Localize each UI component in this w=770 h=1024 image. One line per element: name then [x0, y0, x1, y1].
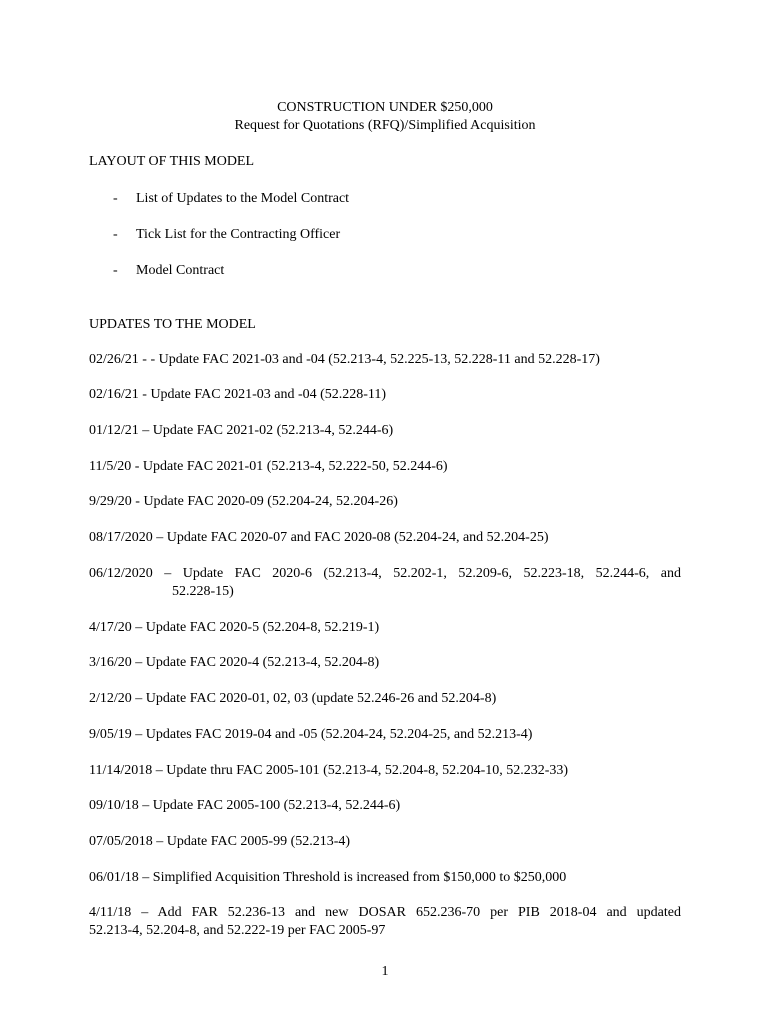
- updates-heading: UPDATES TO THE MODEL: [89, 317, 256, 332]
- update-entry-line: 06/12/2020 – Update FAC 2020-6 (52.213-4, 52.202-1, 52.209-6, 52.223-18, 52.244-6, and: [89, 566, 681, 581]
- update-entry: 9/29/20 - Update FAC 2020-09 (52.204-24, 52.204-26): [89, 494, 398, 509]
- bullet-dash: -: [113, 191, 118, 206]
- update-entry: 02/26/21 - - Update FAC 2021-03 and -04 (52.213-4, 52.225-13, 52.228-11 and 52.228-17): [89, 352, 600, 367]
- layout-item-label: List of Updates to the Model Contract: [136, 191, 350, 206]
- update-entry: [89, 904, 681, 940]
- update-entry: [89, 565, 681, 601]
- layout-item-model-contract: [113, 262, 224, 280]
- update-entry-continuation: 52.213-4, 52.204-8, and 52.222-19 per FAC 2005-97: [89, 923, 386, 938]
- layout-item-tick-list: [113, 226, 340, 244]
- update-entry: 07/05/2018 – Update FAC 2005-99 (52.213-4): [89, 834, 351, 849]
- update-entry: 09/10/18 – Update FAC 2005-100 (52.213-4, 52.244-6): [89, 798, 401, 813]
- update-entry: 02/16/21 - Update FAC 2021-03 and -04 (52.228-11): [89, 387, 387, 402]
- layout-item-label: Model Contract: [136, 263, 225, 278]
- layout-heading: LAYOUT OF THIS MODEL: [89, 154, 255, 169]
- update-entry: 3/16/20 – Update FAC 2020-4 (52.213-4, 52.204-8): [89, 655, 380, 670]
- document-title: [0, 99, 770, 135]
- layout-item-label: Tick List for the Contracting Officer: [136, 227, 341, 242]
- update-entry: 11/5/20 - Update FAC 2021-01 (52.213-4, 52.222-50, 52.244-6): [89, 459, 448, 474]
- update-entry: 2/12/20 – Update FAC 2020-01, 02, 03 (update 52.246-26 and 52.204-8): [89, 691, 497, 706]
- update-entry: 01/12/21 – Update FAC 2021-02 (52.213-4, 52.244-6): [89, 423, 394, 438]
- title-line-1: CONSTRUCTION UNDER $250,000: [277, 100, 493, 115]
- update-entry: 06/01/18 – Simplified Acquisition Threshold is increased from $150,000 to $250,000: [89, 870, 567, 885]
- layout-item-updates-list: [113, 190, 349, 208]
- title-line-2: Request for Quotations (RFQ)/Simplified Acquisition: [234, 118, 536, 133]
- update-entry: 4/17/20 – Update FAC 2020-5 (52.204-8, 52.219-1): [89, 620, 380, 635]
- bullet-dash: -: [113, 227, 118, 242]
- update-entry-line: 4/11/18 – Add FAR 52.236-13 and new DOSAR 652.236-70 per PIB 2018-04 and updated: [89, 905, 681, 920]
- update-entry: 9/05/19 – Updates FAC 2019-04 and -05 (52.204-24, 52.204-25, and 52.213-4): [89, 727, 533, 742]
- update-entry: 11/14/2018 – Update thru FAC 2005-101 (52.213-4, 52.204-8, 52.204-10, 52.232-33): [89, 763, 569, 778]
- update-entry-continuation: 52.228-15): [172, 584, 234, 599]
- update-entry: 08/17/2020 – Update FAC 2020-07 and FAC 2020-08 (52.204-24, and 52.204-25): [89, 530, 549, 545]
- page-number: 1: [381, 964, 389, 979]
- bullet-dash: -: [113, 263, 118, 278]
